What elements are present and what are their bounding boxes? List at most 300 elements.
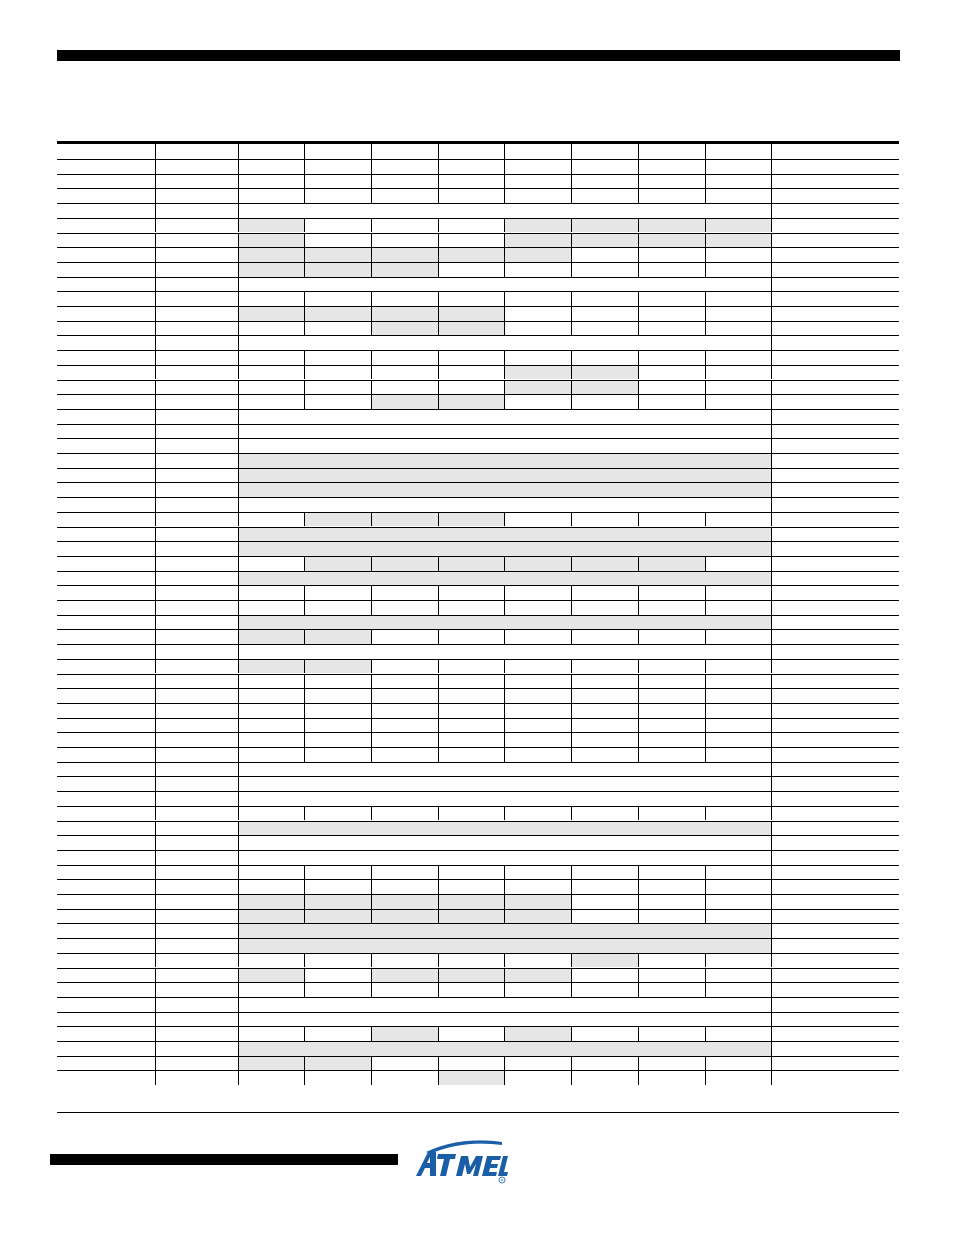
table-row — [57, 1070, 899, 1085]
address-cell — [57, 910, 155, 924]
register-value-cell — [238, 777, 771, 791]
bit-cell — [371, 144, 438, 159]
table-row — [57, 380, 899, 395]
bit-cell — [304, 910, 371, 924]
bit-cell — [304, 381, 371, 395]
register-name-cell — [155, 777, 238, 791]
register-value-cell — [238, 616, 771, 630]
address-cell — [57, 895, 155, 909]
bit-cell — [571, 880, 638, 894]
bit-cell — [304, 307, 371, 321]
table-row — [57, 718, 899, 733]
table-row — [57, 541, 899, 556]
page-ref-cell — [771, 719, 899, 733]
bit-cell — [504, 1057, 571, 1071]
address-cell — [57, 763, 155, 777]
address-cell — [57, 675, 155, 689]
bit-cell — [438, 1071, 504, 1085]
bit-cell — [238, 351, 304, 365]
register-name-cell — [155, 366, 238, 380]
bit-cell — [238, 880, 304, 894]
page-ref-cell — [771, 792, 899, 806]
bit-cell — [705, 263, 771, 277]
page-ref-cell — [771, 954, 899, 968]
bit-cell — [705, 557, 771, 571]
bit-cell — [638, 866, 705, 880]
bit-cell — [571, 969, 638, 983]
register-name-cell — [155, 763, 238, 777]
table-row — [57, 247, 899, 262]
page-ref-cell — [771, 1071, 899, 1085]
bit-cell — [705, 983, 771, 997]
bit-cell — [504, 234, 571, 248]
bit-cell — [371, 292, 438, 306]
page-ref-cell — [771, 645, 899, 659]
register-name-cell — [155, 895, 238, 909]
address-cell — [57, 483, 155, 497]
page-ref-cell — [771, 307, 899, 321]
bit-cell — [638, 381, 705, 395]
address-cell — [57, 630, 155, 644]
bit-cell — [638, 880, 705, 894]
bit-cell — [571, 807, 638, 821]
address-cell — [57, 292, 155, 306]
page-ref-cell — [771, 1042, 899, 1056]
table-row — [57, 894, 899, 909]
bit-cell — [638, 175, 705, 189]
page-ref-cell — [771, 866, 899, 880]
bit-cell — [705, 880, 771, 894]
bit-cell — [638, 1057, 705, 1071]
bit-cell — [571, 910, 638, 924]
register-value-cell — [238, 336, 771, 350]
register-name-cell — [155, 630, 238, 644]
register-name-cell — [155, 204, 238, 218]
bit-cell — [238, 733, 304, 747]
bit-cell — [504, 366, 571, 380]
address-cell — [57, 1013, 155, 1027]
register-name-cell — [155, 586, 238, 600]
address-cell — [57, 528, 155, 542]
register-name-cell — [155, 719, 238, 733]
bit-cell — [438, 144, 504, 159]
table-row — [57, 762, 899, 777]
register-value-cell — [238, 439, 771, 453]
bit-cell — [638, 807, 705, 821]
register-name-cell — [155, 351, 238, 365]
page-ref-cell — [771, 498, 899, 512]
address-cell — [57, 880, 155, 894]
bit-cell — [304, 160, 371, 174]
bit-cell — [705, 307, 771, 321]
bit-cell — [504, 351, 571, 365]
register-name-cell — [155, 248, 238, 262]
bit-cell — [438, 704, 504, 718]
bit-cell — [238, 954, 304, 968]
page-ref-cell — [771, 777, 899, 791]
bit-cell — [371, 381, 438, 395]
bit-cell — [638, 660, 705, 674]
bit-cell — [238, 175, 304, 189]
register-name-cell — [155, 292, 238, 306]
address-cell — [57, 969, 155, 983]
bit-cell — [371, 189, 438, 203]
bit-cell — [371, 1071, 438, 1085]
bit-cell — [504, 307, 571, 321]
page-ref-cell — [771, 704, 899, 718]
address-cell — [57, 144, 155, 159]
register-name-cell — [155, 572, 238, 586]
table-row — [57, 159, 899, 174]
bit-cell — [638, 969, 705, 983]
bit-cell — [571, 1071, 638, 1085]
page-ref-cell — [771, 895, 899, 909]
table-row — [57, 674, 899, 689]
address-cell — [57, 263, 155, 277]
page-ref-cell — [771, 1057, 899, 1071]
bit-cell — [238, 807, 304, 821]
bit-cell — [438, 248, 504, 262]
bit-cell — [638, 263, 705, 277]
table-row — [57, 968, 899, 983]
table-row — [57, 262, 899, 277]
table-row — [57, 1026, 899, 1041]
address-cell — [57, 498, 155, 512]
register-name-cell — [155, 601, 238, 615]
page-ref-cell — [771, 557, 899, 571]
table-row — [57, 482, 899, 497]
register-name-cell — [155, 336, 238, 350]
bit-cell — [638, 160, 705, 174]
address-cell — [57, 733, 155, 747]
bit-cell — [238, 307, 304, 321]
page-ref-cell — [771, 528, 899, 542]
bit-cell — [638, 675, 705, 689]
address-cell — [57, 851, 155, 865]
register-name-cell — [155, 645, 238, 659]
table-row — [57, 938, 899, 953]
svg-text:R: R — [500, 1177, 504, 1183]
bit-cell — [705, 395, 771, 409]
table-row — [57, 335, 899, 350]
table-header-row — [57, 144, 899, 159]
register-name-cell — [155, 513, 238, 527]
bit-cell — [304, 175, 371, 189]
address-cell — [57, 410, 155, 424]
register-name-cell — [155, 851, 238, 865]
address-cell — [57, 601, 155, 615]
bit-cell — [705, 248, 771, 262]
bit-cell — [438, 910, 504, 924]
page-ref-cell — [771, 675, 899, 689]
bit-cell — [504, 910, 571, 924]
bit-cell — [504, 983, 571, 997]
register-name-cell — [155, 689, 238, 703]
bit-cell — [504, 160, 571, 174]
bit-cell — [438, 807, 504, 821]
bit-cell — [304, 586, 371, 600]
bit-cell — [638, 1071, 705, 1085]
bit-cell — [638, 366, 705, 380]
register-name-cell — [155, 439, 238, 453]
bit-cell — [638, 292, 705, 306]
bit-cell — [705, 689, 771, 703]
bit-cell — [371, 660, 438, 674]
bit-cell — [638, 733, 705, 747]
bit-cell — [638, 351, 705, 365]
page-ref-cell — [771, 513, 899, 527]
register-name-cell — [155, 557, 238, 571]
bit-cell — [438, 351, 504, 365]
table-row — [57, 468, 899, 483]
bit-cell — [705, 234, 771, 248]
bit-cell — [238, 366, 304, 380]
register-name-cell — [155, 469, 238, 483]
bit-cell — [705, 748, 771, 762]
page-ref-cell — [771, 601, 899, 615]
address-cell — [57, 234, 155, 248]
bit-cell — [638, 1027, 705, 1041]
bit-cell — [238, 557, 304, 571]
address-cell — [57, 307, 155, 321]
bit-cell — [438, 322, 504, 336]
register-name-cell — [155, 234, 238, 248]
bit-cell — [504, 144, 571, 159]
bit-cell — [371, 807, 438, 821]
register-value-cell — [238, 528, 771, 542]
bit-cell — [304, 322, 371, 336]
address-cell — [57, 278, 155, 292]
table-row — [57, 409, 899, 424]
atmel-logo — [412, 1136, 508, 1184]
bit-cell — [438, 748, 504, 762]
address-cell — [57, 248, 155, 262]
register-name-cell — [155, 542, 238, 556]
bit-cell — [438, 557, 504, 571]
register-name-cell — [155, 160, 238, 174]
bit-cell — [705, 1027, 771, 1041]
bit-cell — [638, 983, 705, 997]
bit-cell — [304, 748, 371, 762]
page-ref-cell — [771, 542, 899, 556]
register-name-cell — [155, 454, 238, 468]
address-cell — [57, 836, 155, 850]
bit-cell — [638, 234, 705, 248]
table-row — [57, 174, 899, 189]
bit-cell — [571, 1057, 638, 1071]
register-name-cell — [155, 395, 238, 409]
bit-cell — [571, 144, 638, 159]
table-row — [57, 600, 899, 615]
register-name-cell — [155, 410, 238, 424]
bit-cell — [238, 189, 304, 203]
bit-cell — [238, 395, 304, 409]
bit-cell — [638, 954, 705, 968]
register-name-cell — [155, 792, 238, 806]
register-summary-table — [57, 141, 899, 1113]
page-ref-cell — [771, 248, 899, 262]
bit-cell — [238, 248, 304, 262]
register-value-cell — [238, 483, 771, 497]
bit-cell — [238, 381, 304, 395]
table-row — [57, 850, 899, 865]
bit-cell — [304, 263, 371, 277]
bit-cell — [238, 910, 304, 924]
bit-cell — [638, 719, 705, 733]
bit-cell — [705, 601, 771, 615]
register-value-cell — [238, 410, 771, 424]
register-name-cell — [155, 219, 238, 233]
bit-cell — [304, 866, 371, 880]
address-cell — [57, 866, 155, 880]
register-value-cell — [238, 822, 771, 836]
bit-cell — [438, 954, 504, 968]
page-ref-cell — [771, 998, 899, 1012]
register-name-cell — [155, 807, 238, 821]
bit-cell — [504, 1027, 571, 1041]
bit-cell — [504, 719, 571, 733]
table-row — [57, 438, 899, 453]
register-value-cell — [238, 1013, 771, 1027]
bit-cell — [571, 366, 638, 380]
table-row — [57, 806, 899, 821]
table-row — [57, 747, 899, 762]
address-cell — [57, 1057, 155, 1071]
bit-cell — [571, 175, 638, 189]
page-ref-cell — [771, 807, 899, 821]
bit-cell — [438, 895, 504, 909]
address-cell — [57, 1071, 155, 1085]
page-ref-cell — [771, 219, 899, 233]
bit-cell — [504, 601, 571, 615]
page-ref-cell — [771, 969, 899, 983]
address-cell — [57, 366, 155, 380]
bit-cell — [504, 322, 571, 336]
bit-cell — [371, 1027, 438, 1041]
bit-cell — [304, 513, 371, 527]
bit-cell — [304, 395, 371, 409]
bit-cell — [504, 675, 571, 689]
bit-cell — [371, 719, 438, 733]
address-cell — [57, 748, 155, 762]
table-row — [57, 997, 899, 1012]
bit-cell — [438, 263, 504, 277]
page-ref-cell — [771, 616, 899, 630]
page-ref-cell — [771, 144, 899, 159]
bit-cell — [638, 601, 705, 615]
bit-cell — [238, 704, 304, 718]
bit-cell — [705, 513, 771, 527]
table-row — [57, 835, 899, 850]
address-cell — [57, 939, 155, 953]
address-cell — [57, 322, 155, 336]
register-name-cell — [155, 1071, 238, 1085]
address-cell — [57, 1042, 155, 1056]
table-row — [57, 291, 899, 306]
bit-cell — [504, 630, 571, 644]
register-name-cell — [155, 175, 238, 189]
bit-cell — [438, 1057, 504, 1071]
register-name-cell — [155, 263, 238, 277]
register-name-cell — [155, 278, 238, 292]
bit-cell — [638, 513, 705, 527]
bit-cell — [504, 660, 571, 674]
bit-cell — [371, 630, 438, 644]
bit-cell — [504, 895, 571, 909]
bit-cell — [571, 601, 638, 615]
address-cell — [57, 160, 155, 174]
table-row — [57, 306, 899, 321]
bit-cell — [304, 1057, 371, 1071]
register-value-cell — [238, 924, 771, 938]
table-row — [57, 556, 899, 571]
register-name-cell — [155, 748, 238, 762]
bit-cell — [571, 263, 638, 277]
address-cell — [57, 381, 155, 395]
register-value-cell — [238, 498, 771, 512]
bit-cell — [438, 381, 504, 395]
bit-cell — [304, 234, 371, 248]
bit-cell — [705, 219, 771, 233]
bit-cell — [238, 748, 304, 762]
bit-cell — [438, 866, 504, 880]
address-cell — [57, 425, 155, 439]
register-name-cell — [155, 675, 238, 689]
bit-cell — [438, 586, 504, 600]
bit-cell — [238, 219, 304, 233]
bit-cell — [438, 175, 504, 189]
register-name-cell — [155, 954, 238, 968]
bit-cell — [571, 395, 638, 409]
table-row — [57, 615, 899, 630]
bit-cell — [371, 748, 438, 762]
bit-cell — [238, 719, 304, 733]
bit-cell — [238, 601, 304, 615]
address-cell — [57, 807, 155, 821]
address-cell — [57, 557, 155, 571]
register-value-cell — [238, 792, 771, 806]
bit-cell — [371, 557, 438, 571]
bit-cell — [438, 219, 504, 233]
bit-cell — [705, 660, 771, 674]
bit-cell — [504, 1071, 571, 1085]
address-cell — [57, 719, 155, 733]
bit-cell — [504, 689, 571, 703]
register-value-cell — [238, 763, 771, 777]
bit-cell — [705, 969, 771, 983]
bit-cell — [371, 954, 438, 968]
bit-cell — [638, 144, 705, 159]
table-row — [57, 527, 899, 542]
bit-cell — [705, 366, 771, 380]
table-row — [57, 218, 899, 233]
page-ref-cell — [771, 381, 899, 395]
bit-cell — [504, 704, 571, 718]
bit-cell — [504, 292, 571, 306]
register-name-cell — [155, 983, 238, 997]
bit-cell — [638, 395, 705, 409]
bit-cell — [371, 675, 438, 689]
bit-cell — [571, 733, 638, 747]
register-name-cell — [155, 1027, 238, 1041]
page-ref-cell — [771, 263, 899, 277]
address-cell — [57, 822, 155, 836]
register-value-cell — [238, 645, 771, 659]
bit-cell — [371, 351, 438, 365]
page-ref-cell — [771, 924, 899, 938]
page-ref-cell — [771, 292, 899, 306]
bit-cell — [705, 144, 771, 159]
